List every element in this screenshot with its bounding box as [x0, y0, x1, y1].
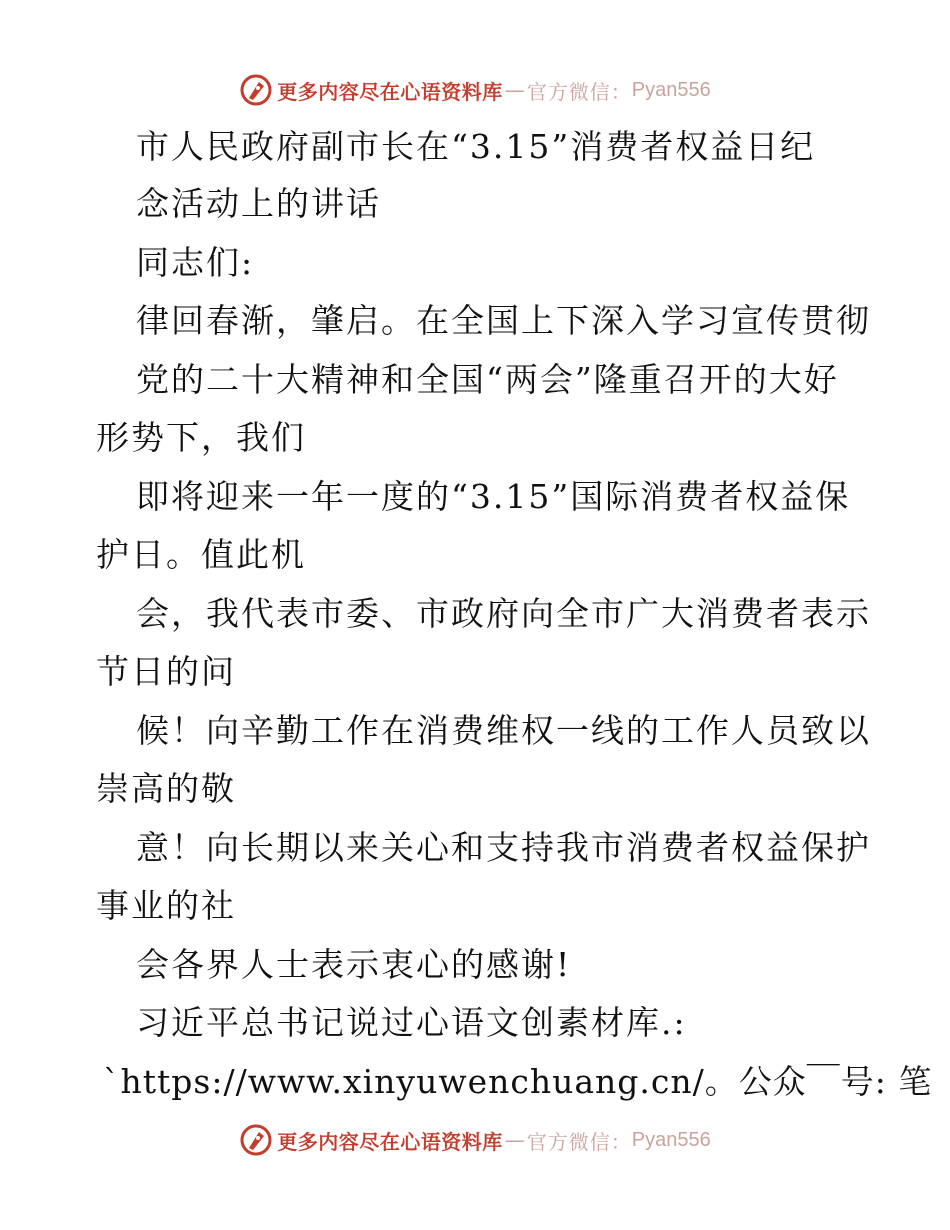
- doc-paragraph-line: 意！向长期以来关心和支持我市消费者权益保护: [136, 828, 871, 867]
- doc-paragraph-line: 律回春渐，肇启。在全国上下深入学习宣传贯彻: [136, 301, 871, 340]
- watermark-main-text: 更多内容尽在心语资料库: [277, 79, 503, 104]
- watermark-banner-bottom: [0, 1120, 950, 1160]
- doc-title-line-1: 市人民政府副市长在“3.15”消费者权益日纪: [136, 127, 816, 166]
- doc-paragraph-line: 习近平总书记说过心语文创素材库.:: [136, 1003, 687, 1042]
- watermark-banner-top: [0, 70, 950, 110]
- watermark-wechat-id: Pyan556: [631, 78, 711, 101]
- doc-paragraph-line: 崇高的敬: [96, 769, 236, 808]
- doc-paragraph-line: 节日的问: [96, 652, 236, 691]
- doc-paragraph-line: 候！向辛勤工作在消费维权一线的工作人员致以: [136, 711, 871, 750]
- pen-nib-logo-icon: [239, 73, 273, 107]
- watermark-separator: —: [504, 1128, 525, 1152]
- doc-paragraph-line: 党的二十大精神和全国“两会”隆重召开的大好: [136, 360, 839, 399]
- doc-paragraph-line: 会各界人士表示衷心的感谢!: [136, 945, 572, 984]
- watermark-separator: —: [504, 78, 525, 102]
- doc-url-line: `https://www.xinyuwenchuang.cn/。公众￣号: 笔: [103, 1062, 933, 1101]
- watermark-main-text: 更多内容尽在心语资料库: [277, 1129, 503, 1154]
- doc-paragraph-line: 形势下，我们: [96, 418, 306, 457]
- doc-paragraph-line: 即将迎来一年一度的“3.15”国际消费者权益保: [136, 477, 851, 516]
- doc-paragraph-line: 会，我代表市委、市政府向全市广大消费者表示: [136, 594, 871, 633]
- doc-salutation: 同志们:: [136, 243, 255, 282]
- doc-title-line-2: 念活动上的讲话: [136, 184, 381, 223]
- doc-paragraph-line: 护日。值此机: [96, 535, 306, 574]
- watermark-wechat-label: 官方微信：: [526, 79, 632, 104]
- watermark-wechat-label: 官方微信：: [526, 1129, 632, 1154]
- pen-nib-logo-icon: [239, 1123, 273, 1157]
- watermark-wechat-id: Pyan556: [631, 1128, 711, 1151]
- doc-paragraph-line: 事业的社: [96, 886, 236, 925]
